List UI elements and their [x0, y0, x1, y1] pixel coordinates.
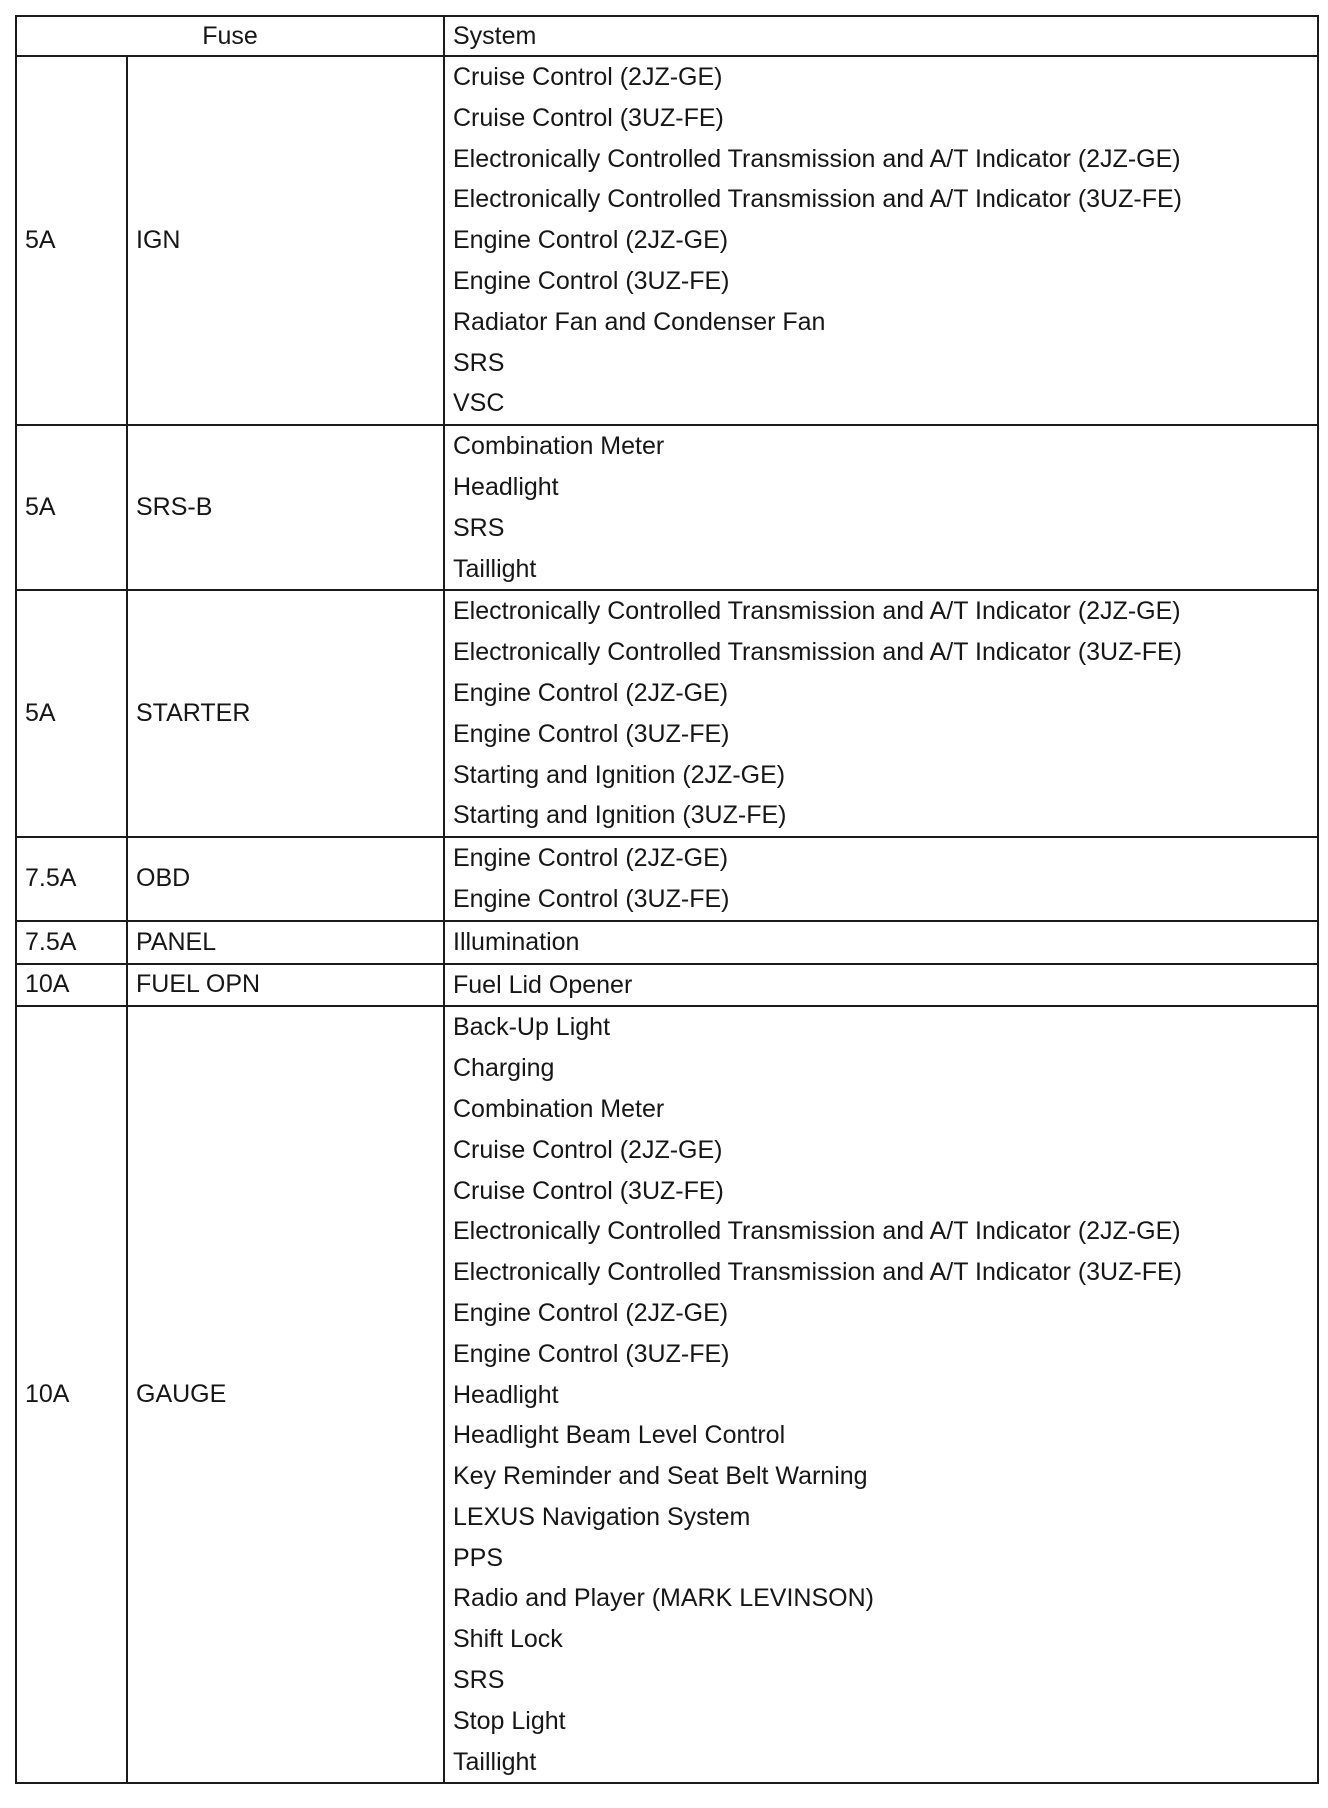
table-row — [16, 425, 1318, 590]
system-item: Combination Meter — [453, 432, 665, 461]
system-item: Engine Control (3UZ-FE) — [453, 266, 730, 295]
table-row — [16, 921, 1318, 964]
fuse-group-ign — [16, 56, 1318, 425]
system-item: Back-Up Light — [453, 1013, 611, 1042]
system-item: Engine Control (2JZ-GE) — [453, 226, 729, 255]
system-list — [444, 425, 1318, 590]
fuse-group-obd — [16, 837, 1318, 921]
system-item: SRS — [453, 1666, 505, 1695]
fuse-name: SRS-B — [127, 425, 444, 590]
system-item: Electronically Controlled Transmission and A/T Indicator (3UZ-FE) — [453, 1258, 1182, 1287]
system-item: Electronically Controlled Transmission and A/T Indicator (3UZ-FE) — [453, 185, 1182, 214]
fuse-group-starter — [16, 590, 1318, 837]
system-list — [444, 56, 1318, 425]
fuse-amperage: 7.5A — [16, 837, 127, 921]
fuse-amperage: 5A — [16, 56, 127, 425]
system-item: Cruise Control (3UZ-FE) — [453, 1176, 724, 1205]
system-item: Electronically Controlled Transmission and A/T Indicator (3UZ-FE) — [453, 638, 1182, 667]
system-item: SRS — [453, 348, 505, 377]
table-row — [16, 964, 1318, 1007]
system-item: LEXUS Navigation System — [453, 1502, 751, 1531]
system-item: VSC — [453, 389, 505, 418]
table-row — [16, 837, 1318, 921]
system-item: Headlight — [453, 472, 559, 501]
system-item: Headlight Beam Level Control — [453, 1421, 786, 1450]
system-item: Stop Light — [453, 1706, 566, 1735]
system-item: Engine Control (2JZ-GE) — [453, 678, 729, 707]
fuse-name: FUEL OPN — [127, 964, 444, 1007]
system-list — [444, 921, 1318, 964]
fuse-group-srs-b — [16, 425, 1318, 590]
fuse-name: STARTER — [127, 590, 444, 837]
fuse-amperage: 5A — [16, 590, 127, 837]
fuse-system-table — [15, 15, 1319, 1784]
system-item: Headlight — [453, 1380, 559, 1409]
table-row — [16, 590, 1318, 837]
system-item: SRS — [453, 513, 505, 542]
system-item: Taillight — [453, 554, 537, 583]
system-item: Cruise Control (2JZ-GE) — [453, 63, 723, 91]
system-item: Radio and Player (MARK LEVINSON) — [453, 1584, 874, 1613]
system-item: Starting and Ignition (2JZ-GE) — [453, 760, 786, 789]
table-header-row — [16, 16, 1318, 56]
system-item: Cruise Control (3UZ-FE) — [453, 103, 724, 132]
system-item: Fuel Lid Opener — [453, 970, 633, 999]
fuse-group-gauge — [16, 1006, 1318, 1783]
fuse-group-fuel-opn — [16, 964, 1318, 1007]
fuse-name: IGN — [127, 56, 444, 425]
system-list — [444, 590, 1318, 837]
fuse-group-panel — [16, 921, 1318, 964]
system-item: Engine Control (3UZ-FE) — [453, 1339, 730, 1368]
fuse-name: OBD — [127, 837, 444, 921]
system-item: Electronically Controlled Transmission and A/T Indicator (2JZ-GE) — [453, 597, 1181, 626]
system-item: Engine Control (2JZ-GE) — [453, 844, 729, 873]
system-item: Engine Control (3UZ-FE) — [453, 884, 730, 913]
system-list — [444, 837, 1318, 921]
fuse-amperage: 10A — [16, 1006, 127, 1783]
system-item: Electronically Controlled Transmission and A/T Indicator (2JZ-GE) — [453, 144, 1181, 173]
system-item: Radiator Fan and Condenser Fan — [453, 307, 826, 336]
system-item: Engine Control (3UZ-FE) — [453, 719, 730, 748]
system-item: Charging — [453, 1054, 555, 1083]
fuse-name: GAUGE — [127, 1006, 444, 1783]
system-item: Combination Meter — [453, 1094, 665, 1123]
table-row — [16, 1006, 1318, 1783]
system-item: PPS — [453, 1543, 504, 1572]
fuse-name: PANEL — [127, 921, 444, 964]
fuse-amperage: 7.5A — [16, 921, 127, 964]
fuse-column-header: Fuse — [16, 16, 444, 56]
system-list — [444, 964, 1318, 1007]
system-list — [444, 1006, 1318, 1783]
system-item: Electronically Controlled Transmission and A/T Indicator (2JZ-GE) — [453, 1217, 1181, 1246]
system-item: Taillight — [453, 1747, 537, 1776]
system-item: Cruise Control (2JZ-GE) — [453, 1135, 723, 1164]
fuse-amperage: 10A — [16, 964, 127, 1007]
table-row — [16, 56, 1318, 425]
system-item: Engine Control (2JZ-GE) — [453, 1298, 729, 1327]
system-item: Key Reminder and Seat Belt Warning — [453, 1462, 868, 1491]
fuse-amperage: 5A — [16, 425, 127, 590]
system-column-header: System — [444, 16, 1318, 56]
system-item: Illumination — [453, 927, 580, 956]
system-item: Starting and Ignition (3UZ-FE) — [453, 801, 787, 830]
system-item: Shift Lock — [453, 1625, 563, 1654]
